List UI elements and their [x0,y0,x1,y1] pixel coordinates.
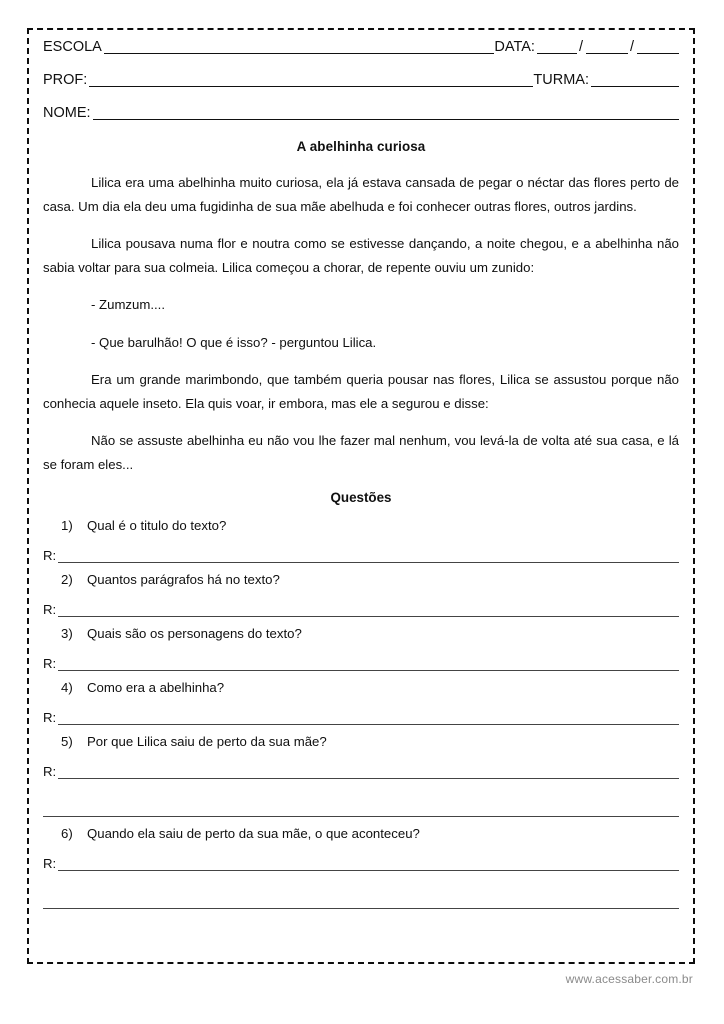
turma-label: TURMA: [533,72,589,88]
footer-website: www.acessaber.com.br [565,972,693,986]
answer-label: R: [43,656,57,671]
questions-section [43,490,679,909]
answer-input-line[interactable] [58,765,679,779]
question-block [43,571,679,617]
answer-input-line-continued[interactable] [43,895,679,909]
question-number: 1) [61,518,73,533]
answer-label: R: [43,602,57,617]
escola-input-line[interactable] [104,40,495,54]
data-slash-2: / [629,39,634,55]
data-label: DATA: [494,39,535,55]
data-slash-1: / [578,39,583,55]
question-block [43,825,679,909]
worksheet-content [43,38,679,958]
story-paragraph: Lilica era uma abelhinha muito curiosa, ela já estava cansada de pegar o néctar das flores perto de casa. Um dia ela deu uma fugidinha de sua mãe abelhuda e foi conhecer outras flores, outros jardins. [43,175,679,214]
data-day-input-line[interactable] [537,40,577,54]
story-paragraph: Era um grande marimbondo, que também queria pousar nas flores, Lilica se assustou porque não conhecia aquele inseto. Ela quis voar, ir embora, mas ele a segurou e disse: [43,372,679,411]
data-year-input-line[interactable] [637,40,679,54]
question-text: Quantos parágrafos há no texto? [87,572,280,587]
question-text: Quais são os personagens do texto? [87,626,302,641]
question-item [61,625,679,643]
prof-turma-row [43,73,679,88]
questions-heading: Questões [330,490,392,505]
answer-input-line[interactable] [58,603,679,617]
question-item [61,517,679,535]
data-month-input-line[interactable] [586,40,628,54]
answer-input-line[interactable] [58,549,679,563]
story-dialogue-line: - Zumzum.... [91,297,165,312]
answer-input-line-continued[interactable] [43,803,679,817]
question-number: 3) [61,626,73,641]
answer-input-line[interactable] [58,711,679,725]
question-block [43,625,679,671]
answer-row [43,602,679,617]
nome-row [43,106,679,121]
story-section [43,139,679,476]
question-item [61,679,679,697]
answer-row [43,764,679,779]
escola-label: ESCOLA [43,39,102,55]
student-identity-block [43,38,679,121]
question-block [43,733,679,817]
nome-label: NOME: [43,105,91,121]
question-block [43,679,679,725]
answer-label: R: [43,856,57,871]
question-text: Qual é o titulo do texto? [87,518,227,533]
question-item [61,571,679,589]
question-text: Como era a abelhinha? [87,680,225,695]
answer-row [43,656,679,671]
story-paragraph: Lilica pousava numa flor e noutra como se estivesse dançando, a noite chegou, e a abelhinha não sabia voltar para sua colmeia. Lilica começou a chorar, de repente ouviu um zunido: [43,236,679,275]
question-number: 4) [61,680,73,695]
answer-row [43,548,679,563]
nome-input-line[interactable] [93,106,679,120]
answer-row [43,710,679,725]
answer-input-line[interactable] [58,857,679,871]
turma-input-line[interactable] [591,73,679,87]
question-item [61,733,679,751]
question-number: 2) [61,572,73,587]
escola-data-row [43,40,679,55]
answer-label: R: [43,548,57,563]
question-text: Por que Lilica saiu de perto da sua mãe? [87,734,327,749]
question-number: 5) [61,734,73,749]
answer-label: R: [43,764,57,779]
worksheet-frame [27,28,695,964]
question-number: 6) [61,826,73,841]
prof-input-line[interactable] [89,73,533,87]
story-dialogue-line: - Que barulhão! O que é isso? - perguntou Lilica. [91,334,377,350]
question-block [43,517,679,563]
story-paragraph: Não se assuste abelhinha eu não vou lhe fazer mal nenhum, vou levá-la de volta até sua casa, e lá se foram eles... [43,433,679,472]
prof-label: PROF: [43,72,88,88]
story-title: A abelhinha curiosa [296,139,426,154]
question-text: Quando ela saiu de perto da sua mãe, o que aconteceu? [87,826,420,841]
question-item [61,825,679,843]
answer-row [43,856,679,871]
answer-input-line[interactable] [58,657,679,671]
answer-label: R: [43,710,57,725]
